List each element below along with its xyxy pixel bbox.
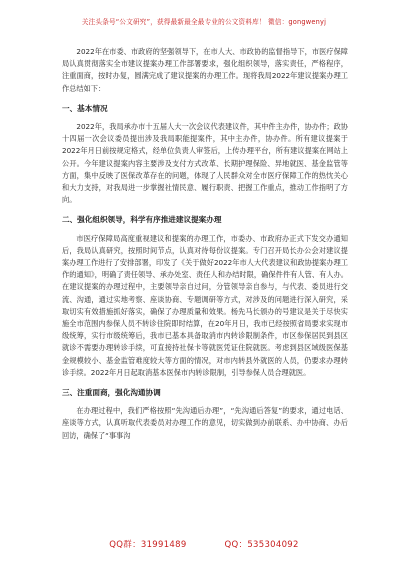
section-1-paragraph: 2022年，我局承办市十五届人大一次会议代表建议件，其中件主办件，协办件；政协十四届一次会议委员提出涉及我局职能提案件，其中主办件，协办件。所有建议提案于2022年月日前按规定格式，经单位负责人审签后，上传办理平台，所有建议提案在网站上公开。今年建议提案内容主要涉及支付方式改革、长期护理保险、异地就医、基金监管等方面，集中反映了医保改革存在的问题，体现了人民群众对全市医疗保障工作的热忱关心和大力支持，对我局进一步掌握社情民意、履行职责、把握工作重点，推动工作指明了方向。: [62, 122, 348, 205]
header-banner: 关注头条号“公文研究”，获得最新最全最专业的公文资料库！ 微信：gongwenyj: [81, 18, 327, 26]
section-heading-1: 一、基本情况: [62, 103, 108, 113]
section-heading-3: 三、注重面商，强化沟通协调: [62, 388, 161, 398]
intro-paragraph: 2022年在市委、市政府的坚强领导下，在市人大、市政协的监督指导下，市医疗保障局认真贯彻落实全市建议提案办理工作部署要求，强化组织领导，落实责任，严格程序，注重面商，按时办复，圆满完成了建议提案的办理工作。现将我局2022年建议提案办理工作总结如下：: [62, 47, 348, 93]
qq-number: QQ：535304092: [224, 540, 299, 550]
footer-contact: [0, 538, 408, 550]
section-2-paragraph: 市医疗保障局高度重视建议和提案的办理工作，市委办、市政府办正式下发交办通知后，我局认真研究，按照时间节点，认真对待每份议提案。专门召开局长办公会对建议提案办理工作进行了安排部署，印发了《关于做好2022年市人大代表建议和政协提案办理工作的通知》，明确了责任领导、承办处室、责任人和办结时限，确保件件有人管、有人办。在建议提案的办理过程中，主要领导亲自过问，分管领导亲自参与，与代表、委员进行交流、沟通，通过实地考察、座谈协商、专题调研等方式，对涉及的问题进行深入研究，采取切实有效措施抓好落实，确保了办理质量和效果。杨先马长颁办的号建议是关于尽快实施全市范围内参保人员不转诊住院即时结算，在20年月日，我市已经按照省局要求实现市级统筹，实行市级统筹后，我市已基本具备取消市内转诊限制条件，市区参保居民到县区就诊不需要办理转诊手续，可直接持社保卡等就医凭证住院就医。考虑到县区域级医保基金规模较小、基金监管难度较大等方面的情况，对市内转县外就医的人员，仍要求办理转诊手续。2022年月日起取消基本医保市内转诊限制，引导参保人员合理就医。: [62, 233, 348, 377]
qq-group-number: QQ群：31991489: [109, 540, 187, 550]
section-heading-2: 二、强化组织领导，科学有序推进建议提案办理: [62, 215, 222, 225]
section-3-paragraph: 在办理过程中，我们严格按照“先沟通后办理”，“先沟通后答复”的要求，通过电话、座谈等方式，认真听取代表委员对办理工作的意见，切实做到办前联系、办中协商、办后回访，确保了“事事沟: [62, 406, 348, 440]
document-body: [62, 46, 348, 442]
